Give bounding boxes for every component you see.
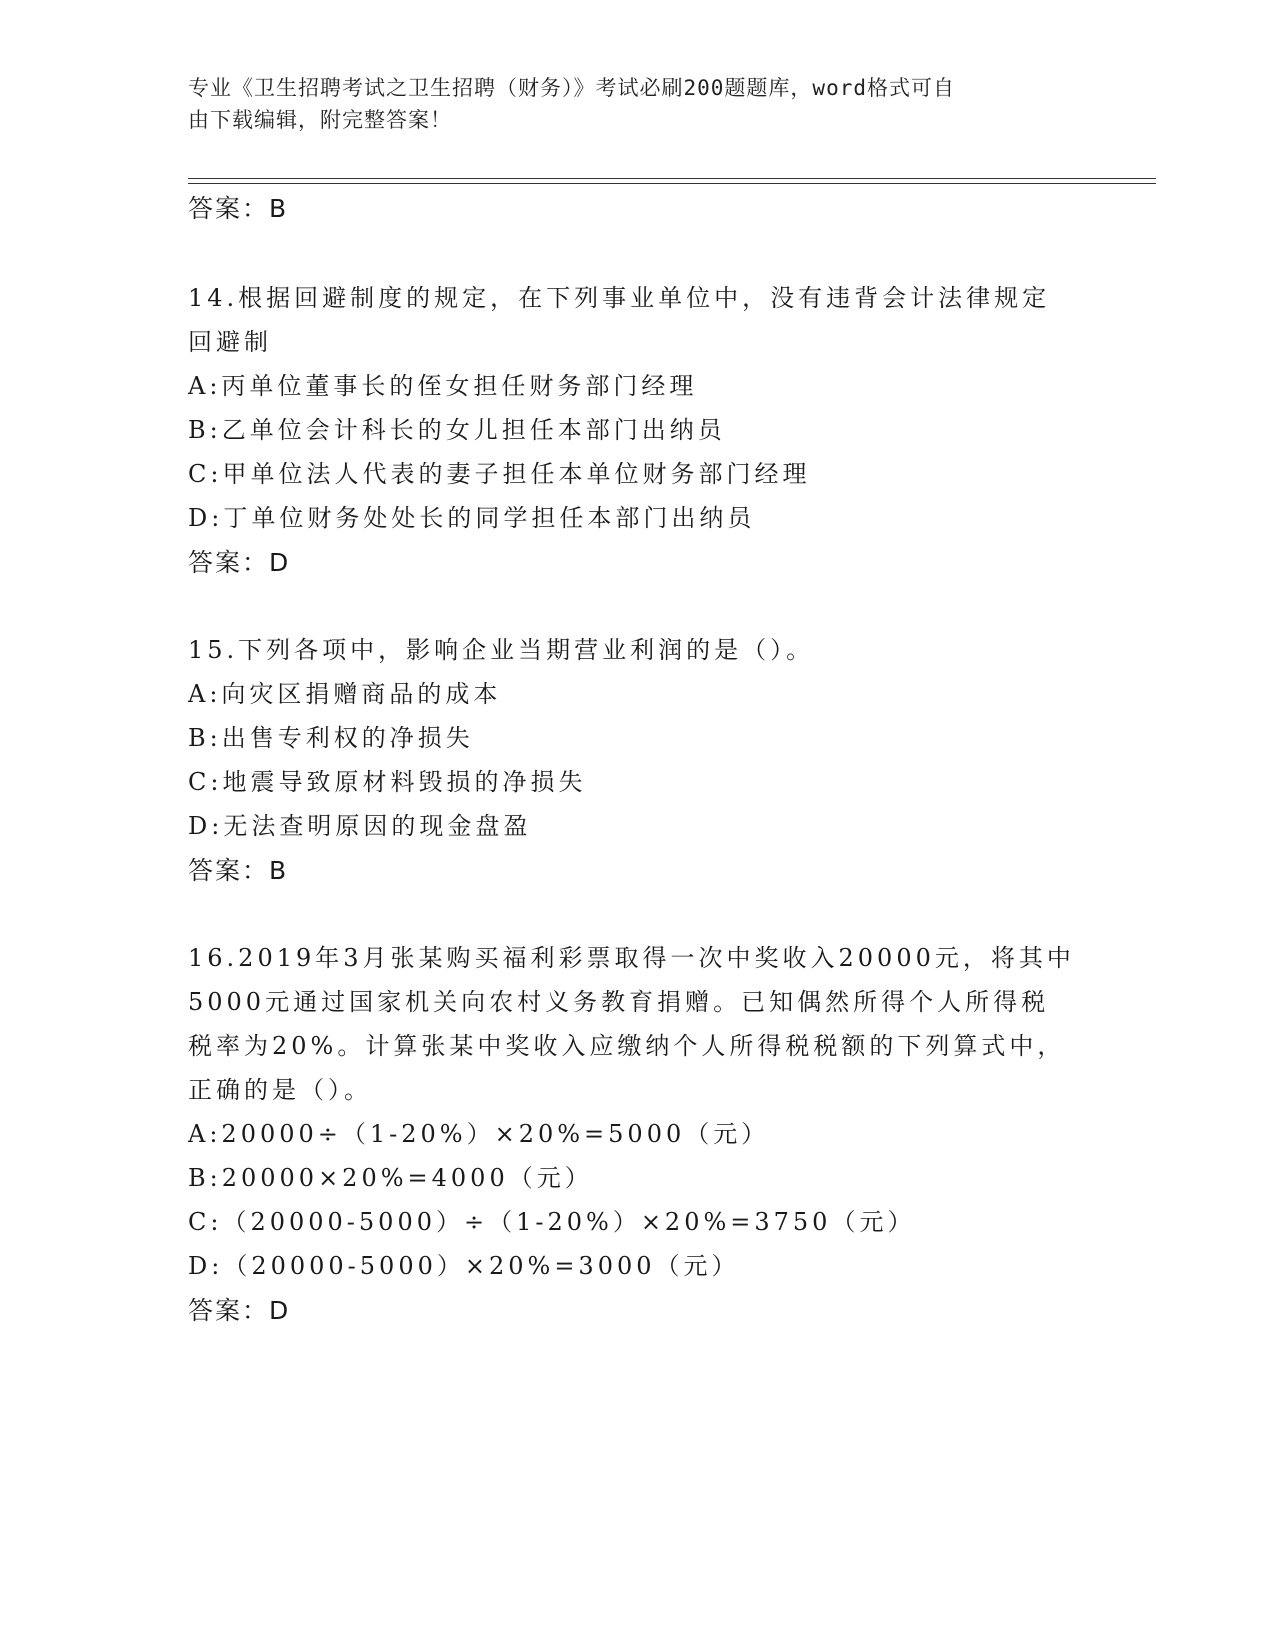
header-line-2: 由下载编辑，附完整答案！ [188,108,452,132]
header-rule-top [188,178,1156,179]
q14-option-c: C:甲单位法人代表的妻子担任本单位财务部门经理 [188,460,811,488]
header-line-1: 专业《卫生招聘考试之卫生招聘（财务）》考试必刷200题题库，word格式可自 [188,76,955,100]
q16-option-a: A:20000÷（1-20%）×20%=5000（元） [188,1120,770,1148]
q15-answer: 答案：B [188,856,289,885]
q16-stem-line-3: 税率为20%。计算张某中奖收入应缴纳个人所得税税额的下列算式中， [188,1032,1066,1060]
q15-stem-line-1: 15.下列各项中，影响企业当期营业利润的是（）。 [188,636,815,664]
q16-answer: 答案：D [188,1296,291,1325]
q14-stem-line-2: 回避制 [188,328,272,356]
q14-option-a: A:丙单位董事长的侄女担任财务部门经理 [188,372,698,400]
document-header [188,72,1068,136]
q16-option-b: B:20000×20%=4000（元） [188,1164,593,1192]
q15-option-d: D:无法查明原因的现金盘盈 [188,812,532,840]
q15-option-b: B:出售专利权的净损失 [188,724,474,752]
header-rule-bottom [188,183,1156,184]
q14-answer: 答案：D [188,548,291,577]
q14-option-d: D:丁单位财务处处长的同学担任本部门出纳员 [188,504,756,532]
answer-13: 答案：B [188,194,289,223]
q15-option-c: C:地震导致原材料毁损的净损失 [188,768,587,796]
q16-option-d: D:（20000-5000）×20%=3000（元） [188,1252,740,1280]
q16-stem-line-4: 正确的是（）。 [188,1076,372,1104]
q16-stem-line-2: 5000元通过国家机关向农村义务教育捐赠。已知偶然所得个人所得税 [188,988,1050,1016]
q16-option-c: C:（20000-5000）÷（1-20%）×20%=3750（元） [188,1208,916,1236]
q14-option-b: B:乙单位会计科长的女儿担任本部门出纳员 [188,416,726,444]
q16-stem-line-1: 16.2019年3月张某购买福利彩票取得一次中奖收入20000元，将其中 [188,944,1075,972]
q14-stem-line-1: 14.根据回避制度的规定，在下列事业单位中，没有违背会计法律规定 [188,284,1051,312]
q15-option-a: A:向灾区捐赠商品的成本 [188,680,502,708]
